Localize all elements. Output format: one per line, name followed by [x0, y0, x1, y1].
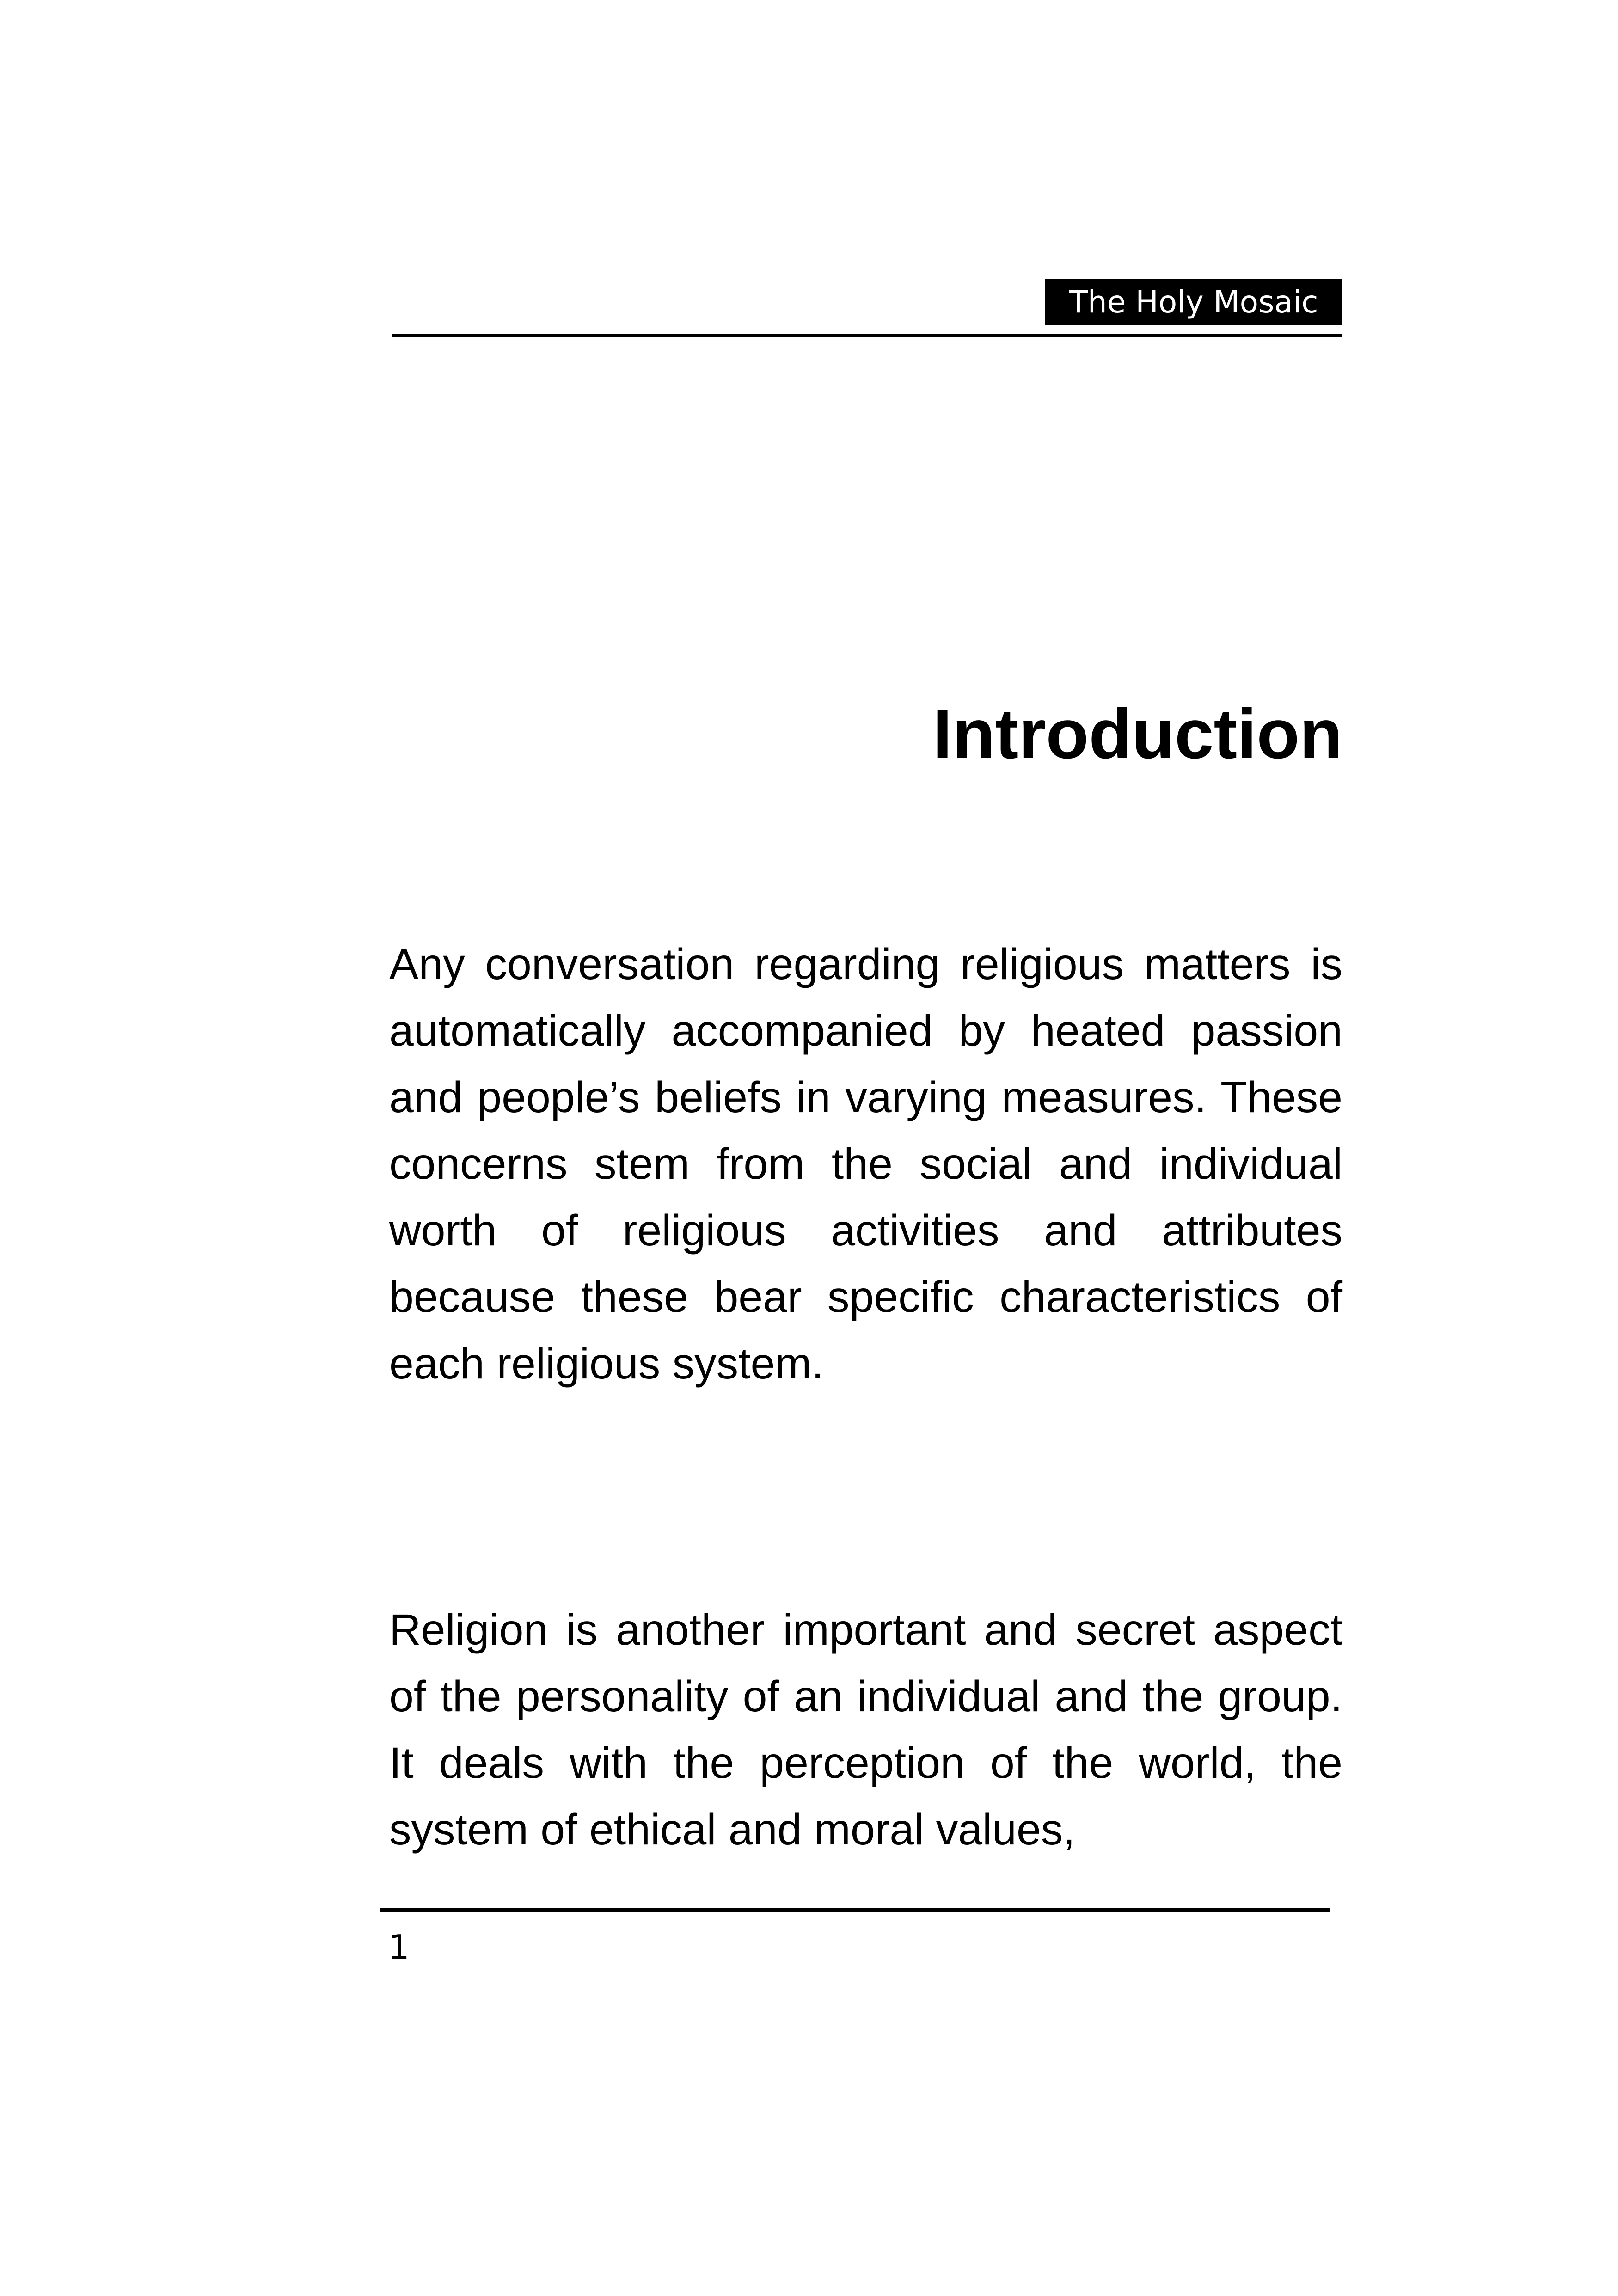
running-header-title: The Holy Mosaic	[1045, 279, 1342, 325]
page-number: 1	[388, 1928, 410, 1966]
chapter-title: Introduction	[932, 694, 1342, 773]
body-paragraph-1: Any conversation regarding religious matters is automatically accompanied by heated passion and people’s beliefs in varying measures. These concerns stem from the social and individual worth of religious activities and attributes because these bear specific characteristics of each religious system.	[389, 940, 1342, 1388]
body-paragraph-2: Religion is another important and secret aspect of the personality of an individual and the group. It deals with the perception of the world, the system of ethical and moral values,	[389, 1605, 1342, 1854]
footer-rule	[380, 1908, 1330, 1912]
header-rule	[392, 334, 1342, 337]
